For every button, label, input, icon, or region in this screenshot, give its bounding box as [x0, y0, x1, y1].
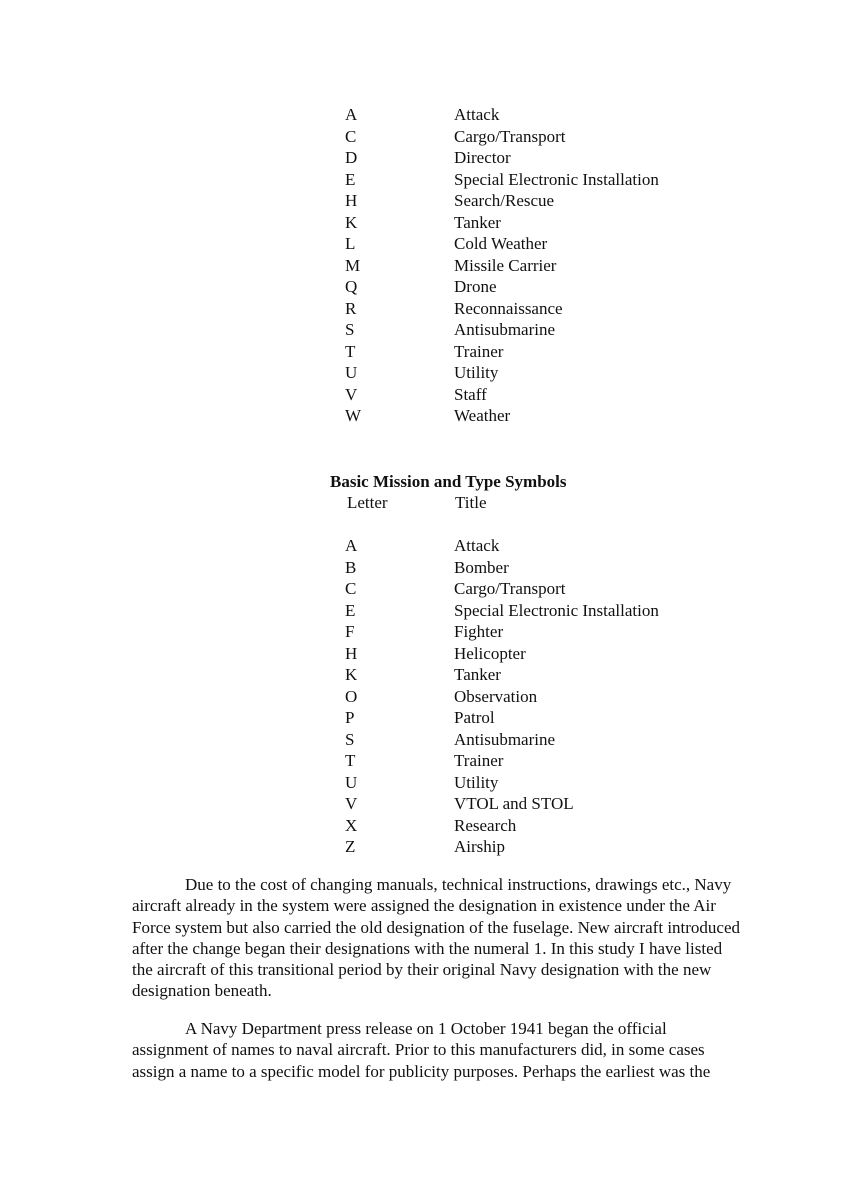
- row-title: VTOL and STOL: [454, 794, 574, 813]
- row-title: Patrol: [454, 708, 495, 727]
- table-row: [345, 750, 745, 772]
- row-letter: M: [345, 255, 361, 275]
- row-letter: H: [345, 643, 358, 663]
- row-letter: Q: [345, 277, 358, 296]
- row-letter: K: [345, 665, 358, 684]
- row-title: Reconnaissance: [454, 298, 563, 318]
- row-letter: K: [345, 212, 358, 232]
- designation-table-1: [345, 104, 745, 427]
- paragraph-line: aircraft already in the system were assigned the designation in existence under the Air: [132, 896, 716, 916]
- table-row: [345, 578, 745, 600]
- row-title: Director: [454, 148, 511, 167]
- table-row: [345, 664, 745, 686]
- table-row: [345, 557, 745, 579]
- table-row: [345, 233, 745, 255]
- paragraph-line: assignment of names to naval aircraft. Prior to this manufacturers did, in some cases: [132, 1040, 705, 1060]
- row-title: Tanker: [454, 212, 501, 232]
- row-title: Research: [454, 815, 517, 835]
- row-letter: V: [345, 794, 358, 813]
- row-title: Cargo/Transport: [454, 126, 566, 146]
- table-row: [345, 341, 745, 363]
- row-title: Airship: [454, 837, 505, 856]
- row-letter: W: [345, 406, 362, 425]
- table-row: [345, 276, 745, 298]
- table-row: [345, 707, 745, 729]
- table-row: [345, 126, 745, 148]
- row-title: Trainer: [454, 341, 504, 361]
- table-row: [345, 362, 745, 384]
- paragraph-line: Force system but also carried the old designation of the fuselage. New aircraft introduced: [132, 917, 741, 937]
- table-row: [345, 190, 745, 212]
- row-letter: V: [345, 384, 358, 404]
- table-row: [345, 169, 745, 191]
- row-letter: T: [345, 341, 356, 361]
- paragraph-line: the aircraft of this transitional period by their original Navy designation with the new: [132, 960, 712, 980]
- table-row: [345, 772, 745, 794]
- table-row: [345, 836, 745, 858]
- table-row: [345, 147, 745, 169]
- row-title: Fighter: [454, 622, 504, 641]
- row-letter: B: [345, 557, 357, 577]
- row-title: Trainer: [454, 751, 504, 770]
- row-title: Attack: [454, 536, 500, 555]
- row-title: Antisubmarine: [454, 729, 556, 749]
- table-row: [345, 405, 745, 427]
- row-title: Cargo/Transport: [454, 579, 566, 598]
- row-letter: U: [345, 772, 358, 792]
- row-letter: E: [345, 600, 356, 620]
- table-row: [345, 815, 745, 837]
- row-letter: U: [345, 363, 358, 382]
- table-row: [345, 384, 745, 406]
- row-title: Cold Weather: [454, 234, 548, 253]
- table-row: [345, 212, 745, 234]
- table-row: [345, 686, 745, 708]
- paragraph-line: designation beneath.: [132, 981, 272, 1001]
- row-title: Missile Carrier: [454, 255, 557, 275]
- paragraph-line: after the change began their designations with the numeral 1. In this study I have listed: [132, 938, 723, 958]
- row-title: Special Electronic Installation: [454, 169, 659, 189]
- row-letter: T: [345, 751, 356, 770]
- table-row: [345, 298, 745, 320]
- paragraph-line: assign a name to a specific model for publicity purposes. Perhaps the earliest was the: [132, 1061, 711, 1081]
- column-header-letter: Letter: [347, 493, 388, 512]
- column-header-title: Title: [455, 493, 487, 512]
- paragraph-designation-transition: [132, 874, 782, 1002]
- table-row: [345, 600, 745, 622]
- row-letter: F: [345, 622, 355, 641]
- row-letter: P: [345, 708, 355, 727]
- table-row: [345, 729, 745, 751]
- table-row: [345, 104, 745, 126]
- row-title: Helicopter: [454, 643, 526, 663]
- row-letter: Z: [345, 837, 356, 856]
- row-letter: E: [345, 169, 356, 189]
- paragraph-line: A Navy Department press release on 1 October 1941 began the official: [185, 1019, 667, 1038]
- row-letter: C: [345, 579, 357, 598]
- row-title: Search/Rescue: [454, 191, 555, 210]
- row-title: Drone: [454, 277, 497, 296]
- table-row: [345, 793, 745, 815]
- table-row: [345, 319, 745, 341]
- row-letter: H: [345, 191, 358, 210]
- row-title: Weather: [454, 406, 511, 425]
- mission-type-symbols-table: [345, 535, 745, 858]
- paragraph-aircraft-names: [132, 1018, 782, 1082]
- table-row: [345, 643, 745, 665]
- table-row: [345, 535, 745, 557]
- table-row: [345, 621, 745, 643]
- row-title: Utility: [454, 363, 499, 382]
- row-title: Special Electronic Installation: [454, 600, 659, 620]
- row-title: Observation: [454, 686, 538, 706]
- row-letter: R: [345, 298, 357, 318]
- row-title: Antisubmarine: [454, 320, 556, 339]
- row-letter: X: [345, 815, 358, 835]
- row-letter: S: [345, 729, 355, 749]
- row-letter: C: [345, 126, 357, 146]
- row-title: Utility: [454, 772, 499, 792]
- row-title: Attack: [454, 105, 500, 124]
- row-letter: A: [345, 536, 358, 555]
- table-row: [345, 255, 745, 277]
- row-letter: L: [345, 234, 356, 253]
- row-letter: A: [345, 105, 358, 124]
- row-title: Bomber: [454, 557, 509, 577]
- row-letter: D: [345, 148, 358, 167]
- row-title: Tanker: [454, 665, 501, 684]
- section-heading: Basic Mission and Type Symbols: [330, 472, 567, 491]
- paragraph-line: Due to the cost of changing manuals, technical instructions, drawings etc., Navy: [185, 875, 732, 894]
- row-letter: S: [345, 320, 355, 339]
- row-title: Staff: [454, 384, 487, 404]
- row-letter: O: [345, 686, 358, 706]
